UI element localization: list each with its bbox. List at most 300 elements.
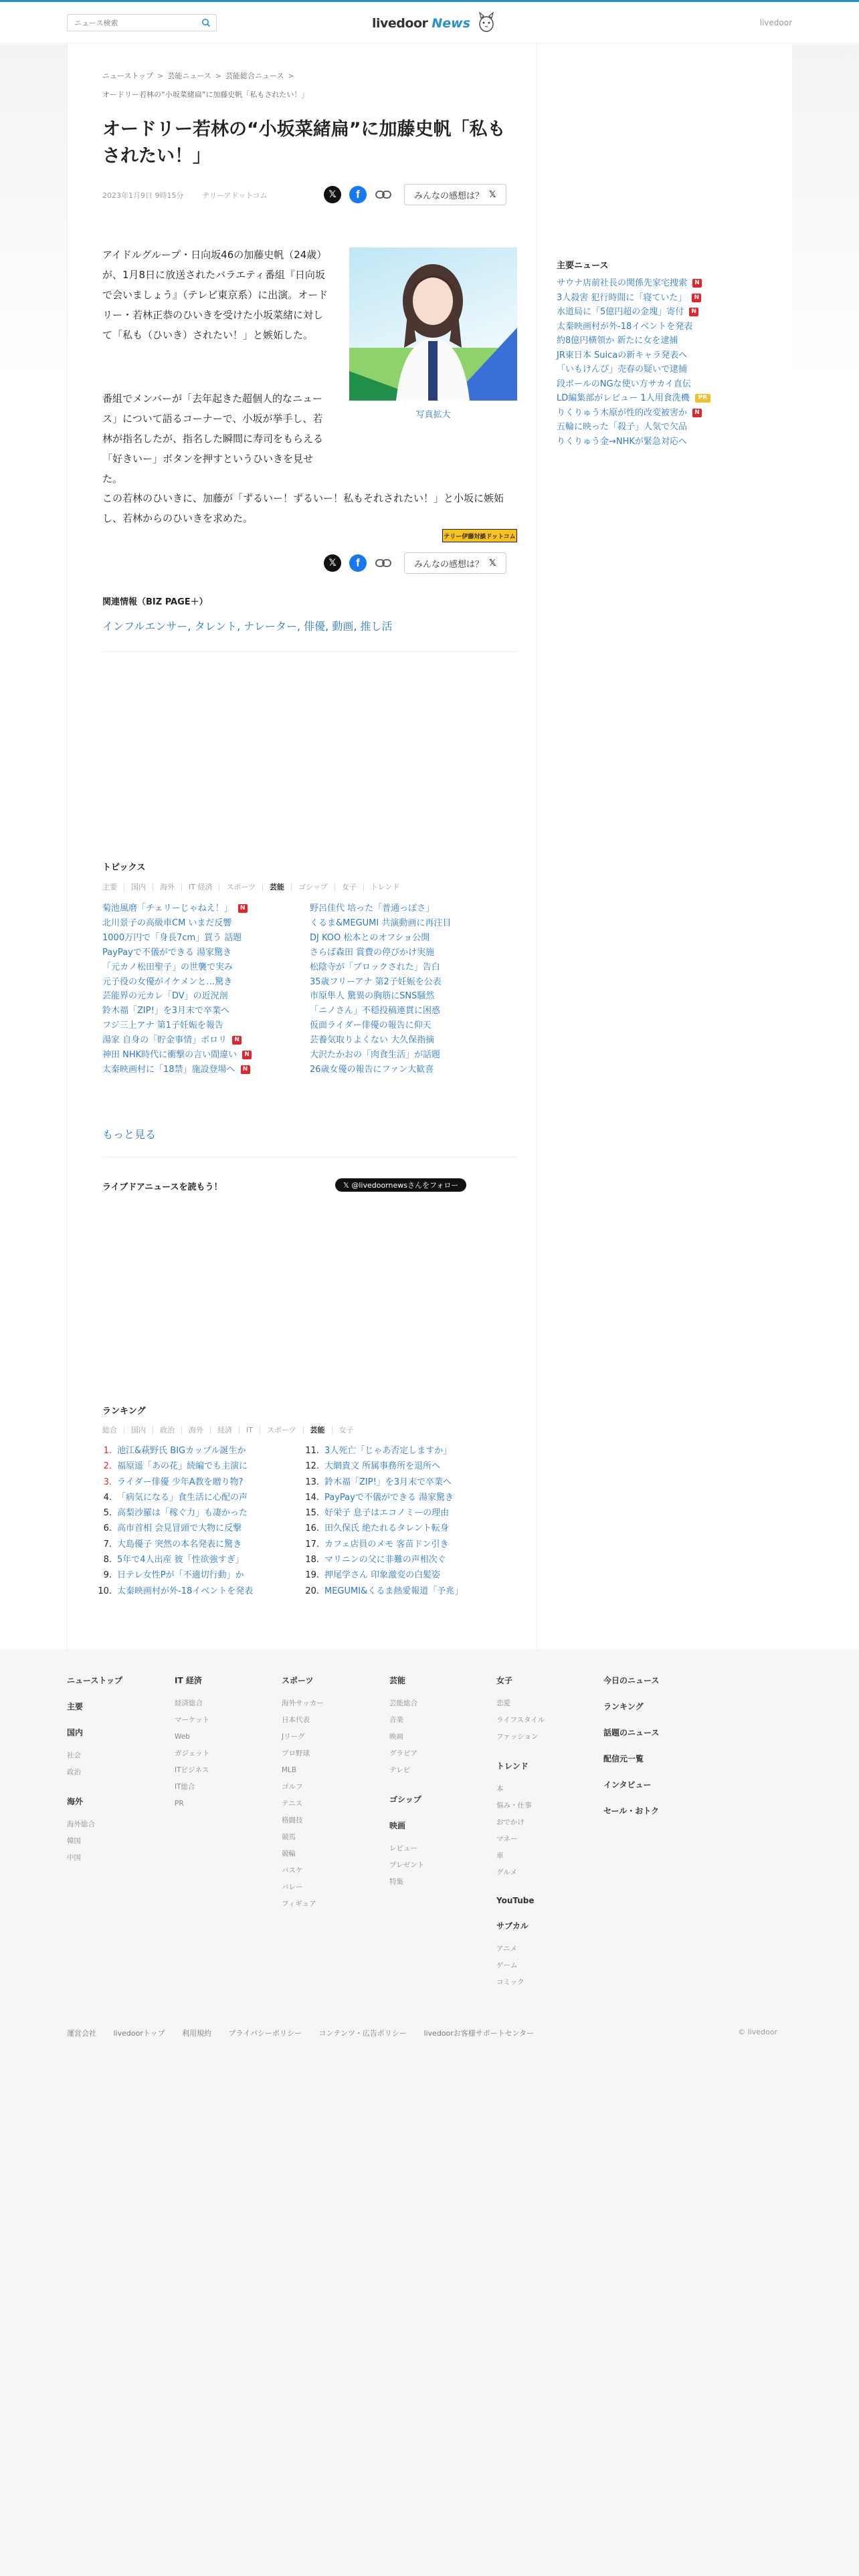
footer-link[interactable]: 中国 [67,1854,81,1862]
breadcrumb-entertainment-general[interactable]: 芸能総合ニュース [225,72,284,80]
footer-link[interactable]: 女子 [496,1676,513,1685]
new-badge: N [692,409,702,417]
footer-link[interactable]: Jリーグ [282,1733,305,1741]
topic-link[interactable]: PayPayで不儀ができる 湯家驚き [102,947,231,958]
footer-bottom-link[interactable]: コンテンツ・広告ポリシー [318,2029,407,2038]
rank-link[interactable]: 3人死亡「じゃあ否定しますか」 [324,1446,452,1456]
topics-list-left [102,901,303,1077]
tab-gossip[interactable]: ゴシップ [292,883,335,891]
rank-number: 5. [103,1508,112,1519]
rank-link[interactable]: MEGUMI&くるま熱愛報道「予兆」 [324,1586,464,1596]
rank-link[interactable]: 日テレ女性Pが「不適切行動」か [117,1570,244,1581]
footer-link[interactable]: マーケット [175,1716,209,1724]
sidebar-item[interactable] [557,348,710,363]
article-paragraph-2: 番組でメンバーが「去年起きた超個人的なニュース」について語るコーナーで、小坂が挙手し、若林が指名したが、指名した瞬間に寿司をもらえる「好きいー」ボタンを押すというひいきを見せた。 [102,393,324,485]
footer-link[interactable]: コミック [496,1978,524,1986]
footer-link[interactable]: 海外サッカー [282,1699,324,1707]
footer-link[interactable]: MLB [282,1766,297,1774]
kansou-label: みんなの感想は？ [414,559,484,570]
topics-more-link[interactable]: もっと見る [102,1128,157,1141]
rank-link[interactable]: 鈴木福「ZIP!」を3月末で卒業へ [324,1477,452,1487]
page-background-right [792,44,859,1649]
ranking-list-left [94,1443,295,1599]
ranking-row[interactable] [94,1459,295,1474]
tab-entertainment[interactable]: 芸能 [304,1426,332,1434]
tab-sports[interactable]: スポーツ [260,1426,304,1434]
rank-number: 15. [305,1508,319,1519]
topic-link[interactable]: 野呂佳代 培った「普通っぽさ」 [310,903,435,914]
rank-link[interactable]: 池江&萩野氏 BIGカップル誕生か [117,1446,246,1456]
footer-link[interactable]: バレー [282,1883,303,1891]
footer-link[interactable]: スポーツ [282,1676,314,1685]
x-share-icon[interactable]: 𝕏 [324,554,341,572]
list-item[interactable] [102,1018,303,1033]
rank-number: 7. [103,1539,112,1549]
rank-link[interactable]: カフェ店員のメモ 客苗ドン引き [324,1539,449,1549]
x-follow-button[interactable]: 𝕏 @livedoornewsさんをフォロー [335,1178,466,1192]
rank-number: 1. [103,1446,112,1456]
topic-link[interactable]: 1000万円で「身長7cm」買う 話題 [102,932,242,943]
footer-link[interactable]: トレンド [496,1761,529,1771]
list-item[interactable] [102,1033,303,1048]
ranking-row[interactable] [302,1537,516,1552]
rank-link[interactable]: 大網貴文 所属事務所を退所へ [324,1461,441,1472]
article-photo[interactable] [349,247,517,401]
logo-livedoor-text: livedoor [372,16,428,31]
topic-link[interactable]: 市原隼人 驚異の胸筋にSNS騒然 [310,991,435,1002]
footer-link[interactable]: 芸能総合 [389,1699,417,1707]
rank-number: 2. [103,1461,112,1472]
sidebar-item[interactable] [557,320,710,334]
sidebar-link[interactable]: JR東日本 Suicaの新キャラ発表へ [557,350,688,360]
x-icon: 𝕏 [489,558,496,568]
topic-link[interactable]: 松陰寺が「ブロックされた」告白 [310,962,440,972]
article-paragraph-1: アイドルグループ・日向坂46の加藤史帆（24歳）が、1月8日に放送されたバラエティ番組『日向坂で会いましょう』（テレビ東京系）に出演。オードリー・若林正恭のひいきを受けた小坂菜緒に対して「私も（ひいき）されたい！」と嫉妬した。 [102,249,328,341]
rank-link[interactable]: 福原遥「あの花」続編でも主演に [117,1461,248,1472]
sidebar-link[interactable]: りくりゅう木原が性的改変被害か [557,407,688,418]
footer-link[interactable]: テニス [282,1800,303,1808]
topic-link[interactable]: フジ三上アナ 第1子妊娠を報告 [102,1021,223,1031]
topic-link[interactable]: 鈴木福「ZIP!」を3月末で卒業へ [102,1006,230,1016]
footer-link[interactable]: プロ野球 [282,1749,310,1757]
ranking-row[interactable] [94,1443,295,1459]
rank-number: 12. [305,1461,319,1472]
list-item[interactable] [102,931,303,946]
footer-link[interactable]: 配信元一覧 [603,1754,644,1763]
x-share-icon[interactable]: 𝕏 [324,186,341,203]
ranking-row[interactable] [302,1475,516,1490]
footer-link[interactable]: ニューストップ [67,1676,123,1685]
sidebar-item[interactable] [557,435,710,449]
article-paragraph-3: この若林のひいきに、加藤が「ずるいー！ずるいー！私もそれされたい！」と小坂に嫉妬し、若林からのひいきを求めた。 [102,492,504,524]
footer-link[interactable]: グルメ [496,1868,517,1876]
footer-link[interactable]: 国内 [67,1728,84,1737]
ranking-row[interactable] [302,1584,516,1599]
photo-enlarge-link[interactable]: 写真拡大 [415,410,451,420]
rank-number: 11. [305,1446,319,1456]
footer-bottom-link[interactable]: livedoorお客様サポートセンター [423,2029,535,2038]
sidebar-link[interactable]: 3人殺害 犯行時間に「寝ていた」 [557,292,687,303]
list-item[interactable] [102,946,303,960]
topic-link[interactable]: 「ニノさん」不穏投稿連貫に困惑 [310,1006,441,1016]
rank-link[interactable]: 太秦映画村が外-18イベントを発表 [117,1586,254,1596]
sidebar-link[interactable]: サウナ店前社長の関係先家宅捜索 [557,278,688,288]
footer-col-it [175,1675,275,1812]
ranking-row[interactable] [302,1459,516,1474]
footer-link[interactable]: 競馬 [282,1833,296,1841]
footer-link[interactable]: テレビ [389,1766,411,1774]
topic-link[interactable]: 26歳女優の報告にファン大歓喜 [310,1064,434,1075]
rank-number: 6. [103,1523,112,1534]
footer-link[interactable]: アニメ [496,1945,517,1953]
footer-bottom-link[interactable]: 利用規約 [182,2029,212,2038]
list-item[interactable] [310,946,510,960]
share-bar-bottom [324,552,506,574]
divider [102,651,517,652]
tab-main[interactable]: 主要 [102,883,124,891]
topics-list-right [310,901,510,1077]
copy-link-icon[interactable] [375,186,392,203]
topic-link[interactable]: 神田 NHK時代に衝撃の言い間違い [102,1050,237,1061]
article-source: テリーアドットコム [201,191,268,200]
list-item[interactable] [310,916,510,931]
rank-number: 20. [305,1586,319,1596]
topic-link[interactable]: 太秦映画村に「18禁」施設登場へ [102,1064,235,1075]
breadcrumb-separator: > [215,72,222,80]
rank-number: 3. [103,1477,112,1487]
sidebar-item[interactable] [557,377,710,392]
footer-link[interactable]: おでかけ [496,1818,524,1826]
tab-economy[interactable]: 経済 [211,1426,240,1434]
footer-col-misc [603,1675,704,1826]
footer-link[interactable]: フィギュア [282,1900,316,1908]
footer-link[interactable]: 経済総合 [175,1699,203,1707]
ranking-row[interactable] [302,1505,516,1521]
tab-sports[interactable]: スポーツ [219,883,263,891]
footer-link[interactable]: レビュー [389,1844,417,1852]
topic-link[interactable]: 北川景子の高級車CM いまだ反響 [102,918,232,928]
breadcrumb-separator: > [288,72,294,80]
ranking-row[interactable] [94,1490,295,1505]
footer-bottom-link[interactable]: プライバシーポリシー [228,2029,302,2038]
ranking-row[interactable] [94,1584,295,1599]
footer-link[interactable]: ガジェット [175,1749,210,1757]
sidebar-link[interactable]: 水道局に「5億円超の金塊」寄付 [557,307,684,317]
tab-overall[interactable]: 総合 [102,1426,124,1434]
list-item[interactable] [310,1033,510,1048]
footer-link[interactable]: 社会 [67,1751,81,1759]
list-item[interactable] [310,960,510,975]
divider [102,1157,517,1158]
footer-link[interactable]: ゴルフ [282,1783,303,1791]
rank-number: 17. [305,1539,319,1549]
topic-link[interactable]: 「元カノ松田聖子」の世襲で実み [102,962,233,972]
sidebar-item[interactable] [557,291,710,306]
share-bar-top [324,184,506,205]
footer-link[interactable]: ライフスタイル [496,1716,545,1724]
rank-number: 13. [305,1477,319,1487]
footer-link[interactable]: IT総合 [175,1783,195,1791]
footer-link[interactable]: セール・おトク [603,1806,660,1816]
sidebar-item[interactable] [557,420,710,435]
rank-link[interactable]: マリニンの父に非難の声相次ぐ [324,1555,446,1566]
site-logo[interactable] [372,11,496,35]
rank-link[interactable]: 大島優子 突然の本名発表に驚き [117,1539,242,1549]
ranking-row[interactable] [302,1568,516,1583]
topic-link[interactable]: 大沢たかおの「肉食生活」が話題 [310,1050,441,1061]
new-badge: N [692,279,702,288]
facebook-share-icon[interactable]: f [349,186,367,203]
sidebar-link[interactable]: 段ボールのNGな使い方サカイ直伝 [557,379,691,389]
footer-link[interactable]: インタビュー [603,1780,652,1790]
ranking-row[interactable] [94,1568,295,1583]
list-item[interactable] [102,1063,303,1077]
new-badge: N [232,1036,242,1045]
footer-link[interactable]: 海外総合 [67,1820,95,1828]
copy-link-icon[interactable] [375,554,392,572]
ranking-heading: ランキング [102,1406,146,1416]
footer-link[interactable]: IT 経済 [175,1676,202,1685]
rank-number: 9. [103,1570,112,1581]
footer-bottom-links [67,2028,792,2038]
footer-link[interactable]: 日本代表 [282,1716,310,1724]
sidebar-link[interactable]: 約8億円横領か 新たに女を逮捕 [557,336,678,346]
new-badge: N [692,294,701,302]
list-item[interactable] [310,1004,510,1018]
rank-link[interactable]: 「病気になる」食生活に心配の声 [117,1492,248,1503]
related-links[interactable]: インフルエンサー, タレント, ナレーター, 俳優, 動画, 推し活 [102,620,393,633]
rank-number: 10. [98,1586,112,1596]
ranking-row[interactable] [94,1521,295,1536]
ranking-row[interactable] [302,1490,516,1505]
tab-it-economy[interactable]: IT 経済 [182,883,219,891]
footer-link[interactable]: ITビジネス [175,1766,209,1774]
topic-link[interactable]: 35歳フリーアナ 第2子妊娠を公表 [310,976,442,987]
footer-link[interactable]: 恋愛 [496,1699,510,1707]
sidebar-link[interactable]: 「いもけんぴ」売春の疑いで逮捕 [557,364,688,374]
rank-link[interactable]: 高梨沙羅は「稼ぐ力」も凄かった [117,1508,248,1519]
mascot-icon [477,11,496,35]
list-item[interactable] [102,901,303,916]
site-footer [0,1649,859,2576]
breadcrumb [102,67,510,104]
list-item[interactable] [310,931,510,946]
tab-entertainment[interactable]: 芸能 [263,883,292,891]
ranking-row[interactable] [302,1552,516,1568]
rank-link[interactable]: PayPayで不儀ができる 湯家驚き [324,1492,454,1503]
footer-link[interactable]: 政治 [67,1768,81,1776]
topic-link[interactable]: 芸養気取りよくない 大久保指摘 [310,1035,435,1046]
list-item[interactable] [102,1048,303,1063]
footer-link[interactable]: 音楽 [389,1716,403,1724]
page-background-left [0,44,67,1649]
footer-link[interactable]: 今日のニュース [603,1676,660,1685]
sidebar-link[interactable]: LD編集部がレビュー 1人用食洗機 [557,393,690,403]
footer-link[interactable]: 悩み・仕事 [496,1802,532,1810]
list-item[interactable] [310,989,510,1004]
rank-number: 18. [305,1555,319,1566]
footer-bottom-link[interactable]: livedoorトップ [113,2029,165,2038]
footer-link[interactable]: 本 [496,1785,504,1793]
sidebar-link[interactable]: 太秦映画村が外-18イベントを発表 [557,321,693,332]
footer-link[interactable]: PR [175,1800,184,1808]
topic-link[interactable]: 芸能界の元カレ「DV」の近況剖 [102,991,228,1002]
article-date: 2023年1月9日 9時15分 [102,191,184,200]
new-badge: N [689,308,698,316]
topic-link[interactable]: さらば森田 賞費の停びかけ実施 [310,947,435,958]
follow-label: @livedoornewsさんをフォロー [351,1181,459,1190]
ranking-list-right [302,1443,516,1599]
tab-world[interactable]: 海外 [153,883,182,891]
ranking-row[interactable] [94,1552,295,1568]
new-badge: N [238,904,248,913]
tab-trend[interactable]: トレンド [370,883,400,891]
read-livedoor-heading: ライブドアニュースを読もう！ [102,1182,223,1192]
list-item[interactable] [102,1004,303,1018]
breadcrumb-entertainment[interactable]: 芸能ニュース [167,72,211,80]
rank-link[interactable]: 田久保氏 絶たれるタレント転身 [324,1523,449,1534]
topic-link[interactable]: 仮面ライダー俳優の報告に仰天 [310,1021,432,1031]
kansou-button[interactable] [404,184,506,205]
list-item[interactable] [310,1018,510,1033]
tab-domestic[interactable]: 国内 [124,1426,153,1434]
footer-col-women [496,1675,597,1991]
kansou-label: みんなの感想は？ [414,191,484,201]
rank-number: 4. [103,1492,112,1503]
ranking-row[interactable] [94,1537,295,1552]
rank-number: 19. [305,1570,319,1581]
list-item[interactable] [102,960,303,975]
source-logo[interactable]: テリー伊藤対談ドットコム [442,529,517,542]
footer-link[interactable]: 映画 [389,1821,406,1830]
pr-badge: PR [695,394,711,403]
sidebar-link[interactable]: りくりゅう金→NHKが緊急対応へ [557,436,687,447]
topics-tabs [102,883,407,891]
topic-link[interactable]: DJ KOO 松本とのオフショ公開 [310,932,430,943]
tab-politics[interactable]: 政治 [153,1426,182,1434]
footer-link[interactable]: ゲーム [496,1961,518,1969]
ranking-row[interactable] [302,1443,516,1459]
topics-heading: トピックス [102,863,146,873]
footer-link[interactable]: 競輪 [282,1850,296,1858]
sidebar-item[interactable] [557,276,710,291]
ranking-row[interactable] [94,1475,295,1490]
related-heading: 関連情報（BIZ PAGE＋） [102,597,208,607]
footer-link[interactable]: 海外 [67,1797,84,1806]
new-badge: N [242,1051,252,1059]
photo-illustration [349,247,517,401]
footer-col-news [67,1675,167,1866]
footer-link[interactable]: Web [175,1733,190,1741]
topic-link[interactable]: くるま&MEGUMI 共演動画に再注目 [310,918,452,928]
footer-link[interactable]: 映画 [389,1733,403,1741]
rank-number: 8. [103,1555,112,1566]
rank-link[interactable]: 押尾学さん 印象激変の白髪姿 [324,1570,441,1581]
search-box [67,14,217,31]
footer-link[interactable]: 格闘技 [282,1816,303,1824]
footer-link[interactable]: YouTube [496,1896,535,1905]
list-item[interactable] [102,975,303,990]
footer-col-entertainment [389,1675,490,1891]
sidebar-item[interactable] [557,305,710,320]
footer-link[interactable]: 韓国 [67,1837,81,1845]
breadcrumb-separator: > [157,72,164,80]
footer-link[interactable]: 話題のニュース [603,1728,660,1737]
sidebar-item[interactable] [557,406,710,421]
header-livedoor-link[interactable]: livedoor [759,18,792,27]
tab-women[interactable]: 女子 [339,1426,354,1434]
footer-link[interactable]: ランキング [603,1702,644,1711]
tab-it[interactable]: IT [240,1426,260,1434]
rank-number: 14. [305,1492,319,1503]
sidebar-item[interactable] [557,362,710,377]
facebook-share-icon[interactable]: f [349,554,367,572]
tab-domestic[interactable]: 国内 [124,883,153,891]
tab-world[interactable]: 海外 [182,1426,211,1434]
site-header [0,2,859,43]
footer-link[interactable]: 芸能 [389,1676,406,1685]
new-badge: N [241,1065,250,1074]
rank-link[interactable]: ライダー俳優 少年A教を贈り物? [117,1477,244,1487]
tab-women[interactable]: 女子 [335,883,364,891]
footer-link[interactable]: 主要 [67,1702,84,1711]
copyright: © livedoor [738,2028,777,2036]
sidebar-item[interactable] [557,391,710,406]
breadcrumb-news-top[interactable]: ニューストップ [102,72,154,80]
ranking-row[interactable] [94,1505,295,1521]
article-meta [102,190,284,201]
list-item[interactable] [102,916,303,931]
footer-link[interactable]: グラビア [389,1749,417,1757]
rank-link[interactable]: 好栄子 息子はエコノミーの理由 [324,1508,450,1519]
topic-link[interactable]: 湯家 自身の「貯金事情」ポロリ [102,1035,227,1046]
footer-link[interactable]: 車 [496,1852,504,1860]
list-item[interactable] [310,901,510,916]
footer-col-sports [282,1675,382,1913]
list-item[interactable] [310,975,510,990]
footer-link[interactable]: マネー [496,1835,518,1843]
kansou-button[interactable] [404,552,506,574]
breadcrumb-current: オードリー若林の“小坂菜緒扁”に加藤史帆「私もされたい！」 [102,90,309,99]
topic-link[interactable]: 菊池風磨「チェリーじゃねえ！」 [102,903,233,914]
search-input[interactable] [68,15,188,31]
list-item[interactable] [310,1063,510,1077]
ranking-row[interactable] [302,1521,516,1536]
ranking-tabs [102,1426,361,1434]
footer-link[interactable]: バスケ [282,1866,303,1874]
list-item[interactable] [102,989,303,1004]
footer-link[interactable]: ファッション [496,1733,539,1741]
footer-link[interactable]: プレゼント [389,1861,425,1869]
logo-news-text: News [432,16,471,31]
article-title: オードリー若林の“小坂菜緒扁”に加藤史帆「私もされたい！」 [102,119,506,167]
sidebar-link[interactable]: 五輪に映った「殺子」人気で欠品 [557,422,688,432]
topic-link[interactable]: 元子役の女優がイケメンと…驚き [102,976,233,987]
footer-link[interactable]: 特集 [389,1878,403,1886]
rank-link[interactable]: 5年で4人出産 彼「性欲強すぎ」 [117,1555,244,1566]
sidebar-heading: 主要ニュース [557,261,609,271]
sidebar-item[interactable] [557,334,710,348]
footer-link[interactable]: ゴシップ [389,1795,421,1804]
x-icon: 𝕏 [489,189,496,200]
sidebar-news-list [557,276,710,449]
main-column [67,44,537,1649]
search-icon[interactable] [201,18,211,27]
list-item[interactable] [310,1048,510,1063]
rank-link[interactable]: 高市首相 会見冒頭で大物に反撃 [117,1523,242,1534]
footer-bottom-link[interactable]: 運営会社 [67,2029,96,2038]
footer-link[interactable]: サブカル [496,1921,529,1931]
